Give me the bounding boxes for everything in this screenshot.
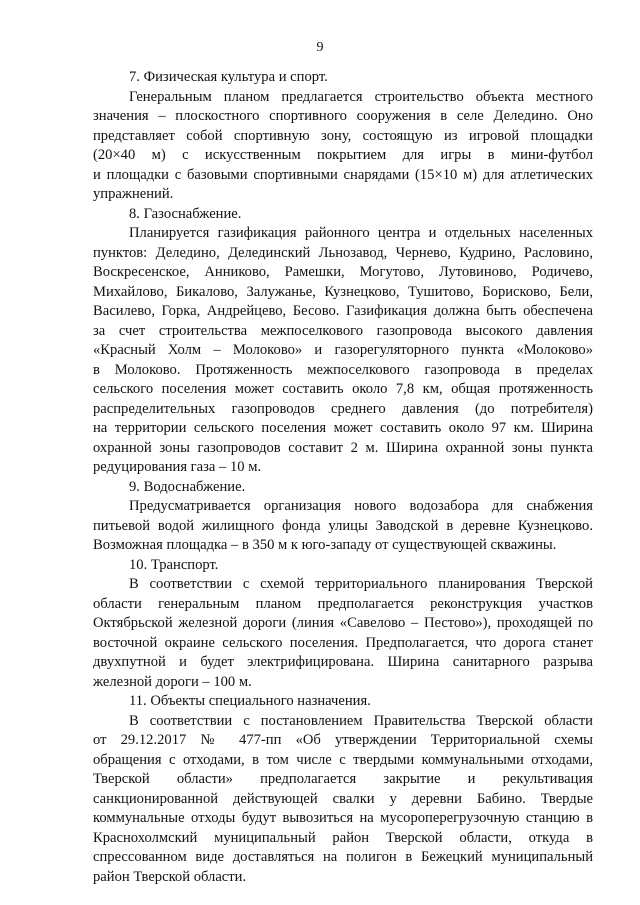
text-line: Василево, Горка, Андрейцево, Бесово. Газификация должна быть обеспечена bbox=[93, 303, 593, 319]
text-line: 11. Объекты специального назначения. bbox=[129, 693, 371, 709]
text-line: коммунальные отходы будут вывозиться на мусороперегрузочную станцию в bbox=[93, 810, 593, 826]
text-line: на территории сельского поселения может составить около 97 км. Ширина bbox=[93, 420, 593, 436]
text-line: восточной окраине сельского поселения. Предполагается, что дорога станет bbox=[93, 634, 593, 651]
text-line: сельского поселения может составить около 7,8 км, общая протяженность bbox=[93, 381, 593, 397]
text-line: Планируется газификация районного центра и отдельных населенных bbox=[129, 225, 593, 241]
text-line: Михайлово, Бикалово, Залужанье, Кузнецково, Тушитово, Борисково, Бели, bbox=[93, 283, 593, 300]
text-line: Краснохолмский муниципальный район Тверской области, откуда в bbox=[93, 829, 593, 846]
text-line: В соответствии с постановлением Правительства Тверской области bbox=[129, 712, 593, 729]
text-line: Генеральным планом предлагается строительство объекта местного bbox=[129, 88, 593, 105]
text-line: 8. Газоснабжение. bbox=[129, 205, 242, 222]
text-line: за счет строительства межпоселкового газопровода высокого давления bbox=[93, 322, 593, 339]
text-line: В соответствии с схемой территориального планирования Тверской bbox=[129, 576, 593, 592]
text-line: район Тверской области. bbox=[93, 868, 247, 885]
text-line: Возможная площадка – в 350 м к юго-западу от существующей скважины. bbox=[93, 537, 557, 553]
text-line: Предусматривается организация нового водозабора для снабжения bbox=[129, 498, 593, 514]
text-line: Тверской области» предполагается закрытие и рекультивация bbox=[93, 771, 593, 787]
text-line: области генеральным планом предполагается реконструкция участков bbox=[93, 595, 593, 612]
text-line: обращения с отходами, в том числе с твердыми коммунальными отходами, bbox=[93, 751, 593, 768]
text-line: (20×40 м) с искусственным покрытием для игры в мини-футбол bbox=[93, 147, 593, 163]
text-line: и площадки с базовыми спортивными снарядами (15×10 м) для атлетических bbox=[93, 166, 593, 183]
page-number: 9 bbox=[316, 40, 324, 55]
text-line: в Молоково. Протяженность межпоселкового газопровода в пределах bbox=[93, 361, 593, 378]
text-line: распределительных газопроводов среднего давления (до потребителя) bbox=[93, 400, 593, 417]
text-line: спрессованном виде доставляться на полигон в Бежецкий муниципальный bbox=[93, 849, 593, 865]
text-line: 10. Транспорт. bbox=[129, 556, 219, 573]
text-line: редуцирования газа – 10 м. bbox=[93, 459, 262, 475]
text-line: 7. Физическая культура и спорт. bbox=[129, 69, 328, 85]
text-line: охранной зоны газопроводов составит 2 м. Ширина охранной зоны пункта bbox=[93, 439, 593, 456]
text-line: пунктов: Деледино, Дeлединский Льнозавод, Чернево, Кудрино, Расловино, bbox=[93, 244, 593, 261]
document-body bbox=[93, 68, 593, 887]
text-line: питьевой водой жилищного фонда улицы Заводской в деревне Кузнецково. bbox=[93, 517, 593, 534]
text-line: 9. Водоснабжение. bbox=[129, 478, 246, 495]
text-line: значения – плоскостного спортивного сооружения в селе Деледино. Оно bbox=[93, 108, 593, 124]
text-line: от 29.12.2017 № 477-пп «Об утверждении Территориальной схемы bbox=[93, 732, 593, 748]
text-line: железной дороги – 100 м. bbox=[93, 673, 252, 690]
text-line: двухпутной и будет электрифицирована. Ширина санитарного разрыва bbox=[93, 654, 593, 670]
text-line: представляет собой спортивную зону, состоящую из игровой площадки bbox=[93, 127, 593, 144]
text-line: Воскресенское, Анниково, Рамешки, Могутово, Лутовиново, Родичево, bbox=[93, 264, 593, 280]
text-line: упражнений. bbox=[93, 186, 174, 202]
text-line: Октябрьской железной дороги (линия «Савелово – Пестово»), проходящей по bbox=[93, 615, 593, 631]
text-line: «Красный Холм – Молоково» и газорегуляторного пункта «Молоково» bbox=[93, 342, 593, 358]
text-line: санкционированной действующей свалки у деревни Бабино. Твердые bbox=[93, 790, 593, 807]
